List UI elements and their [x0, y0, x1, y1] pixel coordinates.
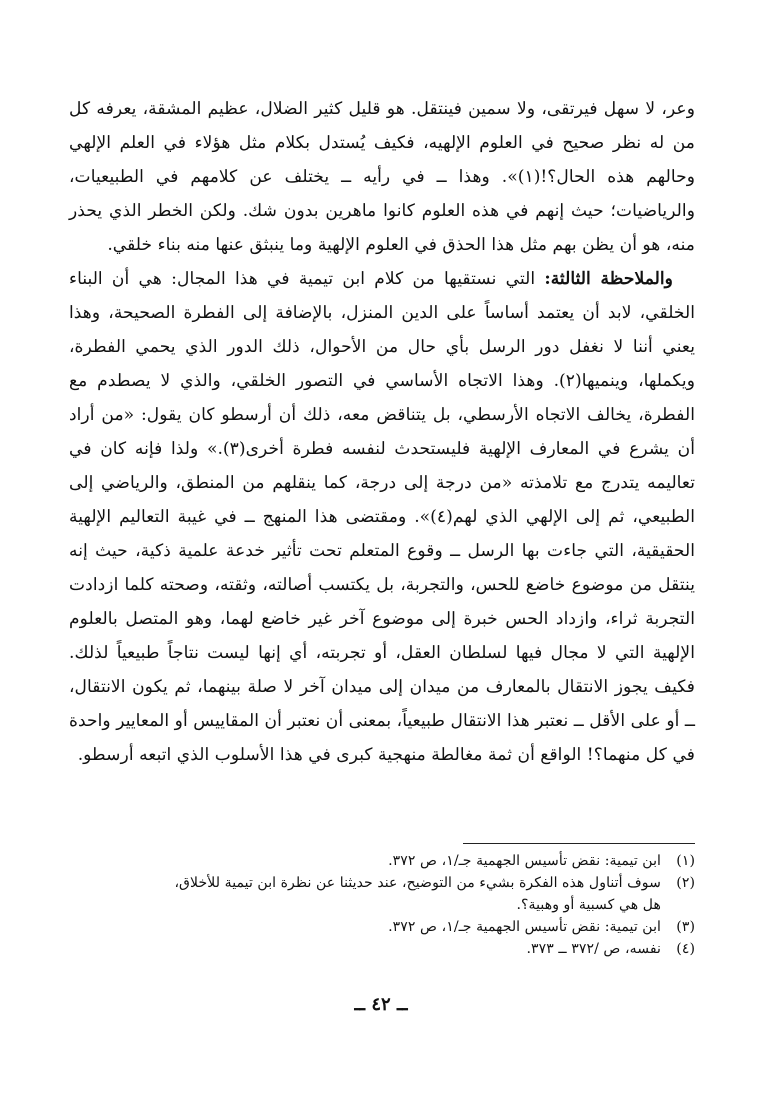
footnote-text: سوف أتناول هذه الفكرة بشيء من التوضيح، عند حديثنا عن نظرة ابن تيمية للأخلاق، [174, 875, 661, 891]
footnote-separator [463, 843, 695, 844]
footnote-number: (٣) [676, 919, 695, 935]
footnote-number: (١) [676, 853, 695, 869]
footnote-text: ابن تيمية: نقض تأسيس الجهمية جـ/١، ص ٣٧٢. [388, 853, 661, 869]
paragraph-1: وعر، لا سهل فيرتقى، ولا سمين فينتقل. هو قليل كثير الضلال، عظيم المشقة، يعرفه كل من له نظر صحيح في العلوم الإلهيه، فكيف يُستدل بكلام مثل هؤلاء في العلم الإلهي وحالهم هذه الحال؟!(١)». وهذا ــ في رأيه ــ يختلف عن كلامهم في الطبيعيات، والرياضيات؛ حيث إنهم في هذه العلوم كانوا ماهرين بدون شك. ولكن الخطر الذي يحذر منه، هو أن يظن بهم مثل هذا الحذق في العلوم الإلهية وما ينبثق عنها منه بناء خلقي. [69, 99, 695, 255]
footnote-2-continuation: هل هي كسبية أو وهبية؟. [516, 897, 661, 913]
paragraph-2-lead: والملاحظة الثالثة: [544, 269, 673, 289]
footnote-text: ابن تيمية: نقض تأسيس الجهمية جـ/١، ص ٣٧٢. [388, 919, 661, 935]
footnote-number: (٤) [676, 941, 695, 957]
paragraph-2-text: التي نستقيها من كلام ابن تيمية في هذا المجال: هي أن البناء الخلقي، لابد أن يعتمد أساساً على الدين المنزل، بالإضافة إلى الفطرة الصحيحة، وهذا يعني أننا لا نغفل دور الرسل بأي حال من الأحوال، ذلك الدور الذي يحمي الفطرة، ويكملها، وينميها(٢). وهذا الاتجاه الأساسي في التصور الخلقي، والذي لا يصطدم مع الفطرة، يخالف الاتجاه الأرسطي، بل يتناقض معه، ذلك أن أرسطو كان يقول: «من أراد أن يشرع في المعارف الإلهية فليستحدث لنفسه فطرة أخرى(٣).» ولذا فإنه كان في تعاليمه يتدرج مع تلامذته «من درجة إلى درجة، كما ينقلهم من المنطق، والرياضي إلى الطبيعي، ثم إلى الإلهي الذي لهم(٤)». ومقتضى هذا المنهج ــ في غيبة التعاليم الإلهية الحقيقية، التي جاءت بها الرسل ــ وقوع المتعلم تحت تأثير خدعة علمية ذكية، حيث إنه ينتقل من موضوع خاضع للحس، والتجربة، بل يكتسب أصالته، وثقته، وصحته كلما ازدادت التجربة ثراء، وازداد الحس خبرة إلى موضوع آخر غير خاضع لهما، وهو المتصل بالعلوم الإلهية التي لا مجال فيها لسلطان العقل، أو تجربته، أي إنها ليست نتاجاً طبيعياً لذلك. فكيف يجوز الانتقال بالمعارف من ميدان إلى ميدان آخر لا صلة بينهما، ثم يكون الانتقال، ــ أو على الأقل ــ نعتبر هذا الانتقال طبيعياً، بمعنى أن نعتبر أن المقاييس أو المعايير واحدة في كل منهما؟! الواقع أن ثمة مغالطة منهجية كبرى في هذا الأسلوب الذي اتبعه أرسطو. [69, 269, 695, 765]
body-text [69, 92, 695, 772]
footnote-2 [69, 872, 695, 894]
page-number: ــ ٤٢ ــ [354, 994, 408, 1015]
footnote-4 [69, 938, 695, 960]
footnote-3 [69, 916, 695, 938]
footnote-1 [69, 850, 695, 872]
footnote-number: (٢) [676, 875, 695, 891]
footnotes [69, 850, 695, 960]
paragraph-2 [69, 262, 695, 772]
footnote-text: نفسه، ص /٣٧٢ ــ ٣٧٣. [526, 941, 661, 957]
